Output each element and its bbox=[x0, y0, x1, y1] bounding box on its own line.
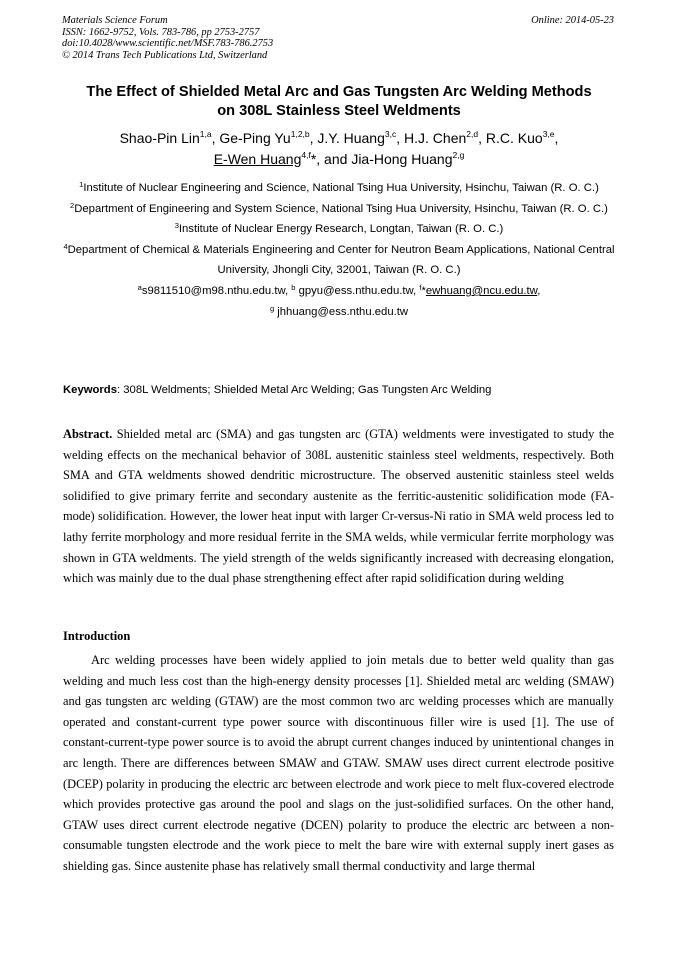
doi-line: doi:10.4028/www.scientific.net/MSF.783-786.2753 bbox=[62, 38, 274, 50]
author-affil-sup: 2,d bbox=[466, 129, 479, 139]
affiliation-list bbox=[62, 178, 616, 322]
author-affil-sup: 4,f bbox=[301, 149, 311, 160]
author-name: Ge-Ping Yu bbox=[219, 130, 291, 146]
author-line: E-Wen Huang$^{4,f}$*, and Jia-Hong Huang$^{2,g}$ bbox=[213, 149, 465, 167]
author-affil-sup: 2,g bbox=[452, 149, 465, 160]
email: gpyu@ess.nthu.edu.tw, bbox=[295, 284, 420, 297]
publication-header bbox=[62, 15, 614, 61]
corresponding-mark: * bbox=[310, 150, 317, 167]
author-affil-sup: 3,c bbox=[384, 129, 397, 139]
author-name: Shao-Pin Lin bbox=[119, 130, 200, 146]
online-date: Online: 2014-05-23 bbox=[531, 15, 614, 26]
abstract-label: Abstract. bbox=[63, 427, 113, 441]
author-affil-sup: 3,e bbox=[542, 129, 555, 139]
author-name: Jia-Hong Huang bbox=[351, 150, 453, 167]
email-list: $^a$s9811510@m98.nthu.edu.tw, $^b$ gpyu@ess.nthu.edu.tw, $^f$*ewhuang@ncu.edu.tw, $^g$ jhhuang@ess.nthu.edu.tw bbox=[137, 282, 541, 318]
keywords bbox=[63, 382, 615, 398]
affiliation: $^1$Institute of Nuclear Engineering and Science, National Tsing Hua University, Hsinchu, Taiwan (R. O. C.) bbox=[79, 180, 599, 194]
issn-line: ISSN: 1662-9752, Vols. 783-786, pp 2753-2757 bbox=[62, 26, 260, 38]
author-name: H.J. Chen bbox=[404, 130, 467, 146]
corresponding-author-name: E-Wen Huang bbox=[213, 150, 302, 167]
title-line: on 308L Stainless Steel Weldments bbox=[217, 103, 461, 119]
affiliation: $^2$Department of Engineering and System Science, National Tsing Hua University, Hsinchu, Taiwan (R. O. C.) bbox=[70, 200, 608, 215]
affiliation: $^3$Institute of Nuclear Energy Research, Longtan, Taiwan (R. O. C.) bbox=[174, 221, 504, 236]
author-affil-sup: 1,2,b bbox=[290, 129, 310, 139]
section-heading-introduction: Introduction bbox=[63, 629, 131, 643]
corresponding-email-link[interactable]: ewhuang@ncu.edu.tw bbox=[425, 284, 538, 297]
affiliation: $^4$Department of Chemical & Materials Engineering and Center for Neutron Beam Applications, National Central University, Jhongli City, 32001, Taiwan (R. O. C.) bbox=[63, 241, 615, 277]
title-line: The Effect of Shielded Metal Arc and Gas Tungsten Arc Welding Methods bbox=[86, 84, 592, 100]
keywords-label: Keywords bbox=[63, 384, 117, 396]
abstract-text: Shielded metal arc (SMA) and gas tungsten arc (GTA) weldments were investigated to study the welding effects on the mechanical behavior of 308L austenitic stainless steel weldments, respectively. Both SMA and GTA weldments showed dendritic microstructure. The observed austenitic stainless steel welds solidified to give primary ferrite and secondary austenite as the ferritic-austenitic solidification mode (FA-mode) solidification. However, the lower heat input with larger Cr-versus-Ni ratio in SMA weld process led to lathy ferrite morphology and more residual ferrite in the SMA welds, while vermicular ferrite morphology was shown in GTA weldments. The yield strength of the welds significantly increased with decreasing elongation, which was mainly due to the dual phase strengthening effect after rapid solidification during welding bbox=[63, 427, 614, 586]
author-line: Shao-Pin Lin$^{1,a}$, Ge-Ping Yu$^{1,2,b}$, J.Y. Huang$^{3,c}$, H.J. Chen$^{2,d}$, R.C. Kuo$^{3,e}$, bbox=[119, 129, 559, 146]
author-list bbox=[50, 128, 628, 169]
abstract bbox=[63, 424, 614, 589]
email: jhhuang@ess.nthu.edu.tw bbox=[274, 305, 409, 318]
email: s9811510@m98.nthu.edu.tw, bbox=[141, 284, 292, 297]
author-name: J.Y. Huang bbox=[317, 130, 385, 146]
author-name: R.C. Kuo bbox=[485, 130, 543, 146]
copyright-line: © 2014 Trans Tech Publications Ltd, Switzerland bbox=[62, 49, 268, 61]
journal-name: Materials Science Forum bbox=[62, 15, 168, 26]
paper-title bbox=[50, 83, 628, 121]
author-affil-sup: 1,a bbox=[199, 129, 212, 139]
introduction-paragraph: Arc welding processes have been widely applied to join metals due to better weld quality than gas welding and much less cost than the high-energy density processes [1]. Shielded metal arc welding (SMAW) and gas tungsten arc welding (GTAW) are the most common two arc welding processes which are manually operated and constant-current type power source with discontinuous filler wire is used [1]. The use of constant-current-type power source is to avoid the abrupt current changes induced by unintentional changes in arc length. There are differences between SMAW and GTAW. SMAW uses direct current electrode positive (DCEP) polarity in producing the electric arc between electrode and work piece to melt flux-covered electrode which provides protective gas around the pool and slags on the just-solidified surfaces. On the other hand, GTAW uses direct current electrode negative (DCEN) polarity to produce the electric arc between a non-consumable tungsten electrode and the work piece to melt the bare wire with external supply inert gases as shielding gas. Since austenite phase has relatively small thermal conductivity and large thermal bbox=[63, 653, 614, 873]
keywords-text: : 308L Weldments; Shielded Metal Arc Welding; Gas Tungsten Arc Welding bbox=[117, 384, 492, 396]
